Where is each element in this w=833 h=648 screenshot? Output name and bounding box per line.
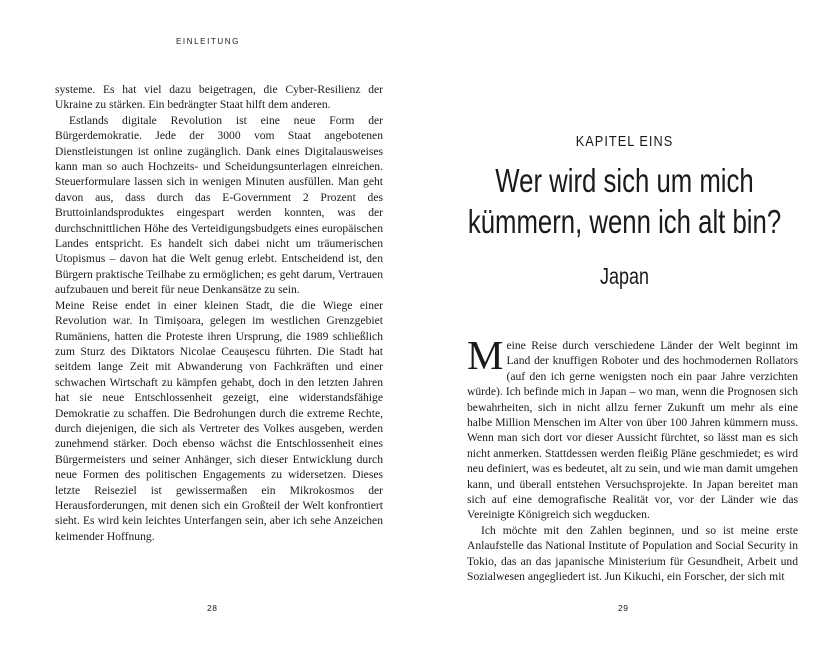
running-head: EINLEITUNG <box>175 37 240 46</box>
paragraph: Meine Reise endet in einer kleinen Stadt, die die Wiege einer Revolution war. In Timișoara, gelegen im westlichen Grenzgebiet Rumäniens, hatten die Proteste ihren Ursprung, die 1989 schließlich zum Sturz des Diktators Nicolae Ceaușescu führten. Die Stadt hat seitdem lange Zeit mit Abwanderung von Fachkräften und einer schwachen Wirtschaft zu kämpfen gehabt, doch in den letzten Jahren hat sie neue Entschlossenheit gezeigt, eine widerstandsfähige Demokratie zu schaffen. Die Bedrohungen durch die extreme Rechte, durch diejenigen, die sich als Vertreter des Volkes ausgeben, werden zunehmend stärker. Doch ebenso wächst die Entschlossenheit eines Bürgermeisters und seiner Anhänger, sich dieser Entwicklung durch neue Formen des politischen Engagements zu widersetzen. Dieses letzte Reiseziel ist gewissermaßen ein Mikrokosmos der Herausforderungen, mit denen sich ein Großteil der Welt konfrontiert sieht. Es wird kein leichtes Unterfangen sein, aber ich sehe Anzeichen keimender Hoffnung. <box>55 298 383 543</box>
left-page <box>0 0 416 648</box>
chapter-label: KAPITEL EINS <box>575 133 674 150</box>
chapter-title-line: kümmern, wenn ich alt bin? <box>467 203 782 240</box>
body-text-right <box>467 332 798 585</box>
chapter-title <box>462 160 787 242</box>
body-text-left <box>55 82 383 544</box>
paragraph: systeme. Es hat viel dazu beigetragen, die Cyber-Resilienz der Ukraine zu stärken. Ein bedrängter Staat hilft dem anderen. <box>55 83 383 112</box>
page-number-left: 28 <box>207 603 218 613</box>
paragraph: Estlands digitale Revolution ist eine neue Form der Bürgerdemokratie. Jede der 3000 vom Staat angebotenen Dienstleistungen ist online zugänglich. Dank eines Digitalausweises kann man so auch Hochzeits- und Scheidungsunterlagen einreichen. Steuerformulare lassen sich in wenigen Minuten ausfüllen. Man geht davon aus, dass durch das E-Government 2 Prozent des Bruttoinlandsproduktes eingespart werden konnten, was der durchschnittlichen Höhe des Verteidigungsbudgets eines europäischen Landes entspricht. Es handelt sich dabei nicht um träumerischen Utopismus – davon hat die Welt genug erlebt. Entscheidend ist, den Bürgern praktische Teilhabe zu ermöglichen; es geht darum, Vertrauen aufzubauen und bereit für neue Denkansätze zu sein. <box>55 113 383 297</box>
paragraph <box>467 332 798 523</box>
drop-cap: M <box>467 332 504 378</box>
chapter-subtitle: Japan <box>600 263 649 289</box>
page-number-right: 29 <box>618 603 629 613</box>
right-page <box>416 0 833 648</box>
paragraph: Ich möchte mit den Zahlen beginnen, und so ist meine erste Anlaufstelle das National Institute of Population and Social Security in Tokio, das an das japanische Ministerium für Gesundheit, Arbeit und Sozialwesen angegliedert ist. Jun Kikuchi, ein Forscher, der sich mit <box>467 523 798 584</box>
chapter-title-line: Wer wird sich um mich <box>495 162 754 199</box>
paragraph-text: eine Reise durch verschiedene Länder der Welt beginnt im Land der knuffigen Roboter und des hochmodernen Rollators (auf den ich gerne wenigsten noch ein paar Jahre verzichten würde). Ich befinde mich in Japan – wo man, wenn die Prognosen sich bewahrheiten, sich in nicht allzu ferner Zukunft um mehr als eine halbe Million Menschen im Alter von über 100 Jahren kümmern muss. Wenn man sich dort vor dieser Aussicht fürchtet, so lässt man es sich nicht anmerken. Stattdessen werden fleißig Pläne geschmiedet; es wird neu definiert, was es bedeutet, alt zu sein, und wie man damit umgehen kann, und überall entstehen Versuchsprojekte. In Japan bereitet man sich auf eine demografische Realität vor, vor der Länder wie das Vereinigte Königreich sich wegducken. <box>467 339 798 522</box>
